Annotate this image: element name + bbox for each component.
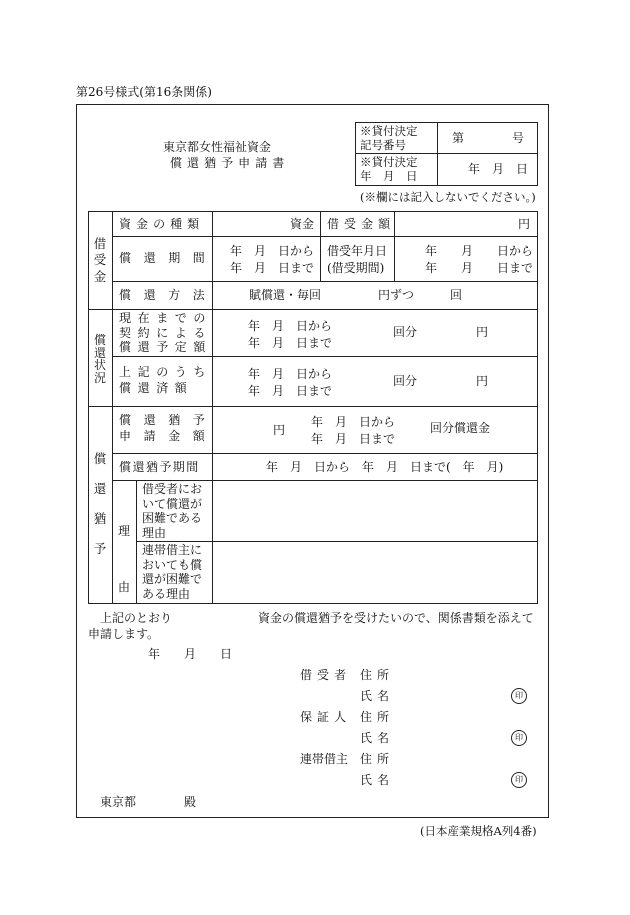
fund-type-label: 資金の種類 xyxy=(119,217,205,231)
paid-amount-label: 上記のうち 償還済額 xyxy=(119,365,213,395)
repayment-period-value: 年 月 日から 年 月 日まで xyxy=(230,244,315,276)
decision-date-label: ※貸付決定 年 月 日 xyxy=(360,155,418,184)
scheduled-count-unit: 回分 xyxy=(393,325,418,339)
statement-line1-right: 資金の償還猶予を受けたいので、関係書類を添えて xyxy=(258,611,534,625)
signer-borrower-seal: 印 xyxy=(511,688,527,704)
section-borrowing-label: 借受金 xyxy=(93,236,107,284)
signer-coborrower-role: 連帯借主 xyxy=(300,752,349,766)
deferral-period-value: 年 月 日から 年 月 日まで( 年 月) xyxy=(266,460,504,474)
deferral-request-count: 回分償還金 xyxy=(430,421,491,435)
paid-period: 年 月 日から 年 月 日まで xyxy=(248,367,333,399)
signer-borrower-role: 借受者 xyxy=(300,668,352,682)
signer-guarantor-seal: 印 xyxy=(511,730,527,746)
signer-guarantor-address-label: 住所 xyxy=(360,710,395,724)
decision-date-value: 年 月 日 xyxy=(468,162,529,176)
deferral-request-amount-label: 償還猶予 申請金額 xyxy=(119,413,218,443)
repayment-method-installment: 賦償還・毎回 xyxy=(249,288,322,302)
repayment-period-label: 償還期間 xyxy=(119,251,218,265)
borrow-date-value: 年 月 日から 年 月 日まで xyxy=(425,244,534,276)
reason-label: 理由 xyxy=(117,524,130,595)
form-title-line2: 償還猶予申請書 xyxy=(170,156,290,170)
deferral-period-label: 償還猶予期間 xyxy=(119,460,200,474)
repayment-method-label: 償還方法 xyxy=(119,288,218,302)
decision-number-prefix: 第 xyxy=(452,131,465,145)
paid-yen-unit: 円 xyxy=(476,374,489,388)
fund-type-suffix: 資金 xyxy=(290,217,315,231)
reason-borrower-label: 借受者にお いて償還が 困難である 理由 xyxy=(142,482,203,540)
reason-guarantor-label: 連帯借主に おいても償 還が困難で ある理由 xyxy=(142,543,203,601)
deferral-request-yen-unit: 円 xyxy=(273,423,286,437)
borrowed-amount-label: 借受金額 xyxy=(327,217,396,231)
addressee-name: 東京都 xyxy=(100,795,137,809)
borrowed-amount-unit: 円 xyxy=(518,217,531,231)
form-title-line1: 東京都女性福祉資金 xyxy=(163,140,272,154)
decision-number-label: ※貸付決定 記号番号 xyxy=(360,124,418,153)
signer-guarantor-name-label: 氏名 xyxy=(360,731,395,745)
application-date: 年 月 日 xyxy=(148,647,233,661)
office-use-note: (※欄には記入しないでください。) xyxy=(360,190,536,204)
deferral-request-period: 年 月 日から 年 月 日まで xyxy=(311,415,396,447)
repayment-method-per-amount: 円ずつ xyxy=(378,288,415,302)
signer-coborrower-name-label: 氏名 xyxy=(360,773,395,787)
signer-coborrower-address-label: 住所 xyxy=(360,752,395,766)
scheduled-yen-unit: 円 xyxy=(476,325,489,339)
paid-count-unit: 回分 xyxy=(393,374,418,388)
addressee-honorific: 殿 xyxy=(184,795,197,809)
signer-coborrower-seal: 印 xyxy=(511,772,527,788)
section-deferral-label: 償還猶予 xyxy=(93,451,107,556)
signer-guarantor-role: 保証人 xyxy=(300,710,352,724)
repayment-method-count: 回 xyxy=(450,288,463,302)
statement-line2: 申請します。 xyxy=(88,627,160,641)
scheduled-repayment-label: 現在までの 契約による 償還予定額 xyxy=(119,311,213,355)
scheduled-repayment-period: 年 月 日から 年 月 日まで xyxy=(248,319,333,351)
statement-line1-left: 上記のとおり xyxy=(100,611,173,625)
decision-number-suffix: 号 xyxy=(512,131,525,145)
form-number: 第26号様式(第16条関係) xyxy=(76,85,212,99)
paper-standard-note: (日本産業規格A列4番) xyxy=(420,824,537,838)
signer-borrower-name-label: 氏名 xyxy=(360,689,395,703)
signer-borrower-address-label: 住所 xyxy=(360,668,395,682)
borrow-date-label: 借受年月日 (借受期間) xyxy=(327,244,388,276)
section-repayment-status-label: 償還状況 xyxy=(93,333,106,385)
